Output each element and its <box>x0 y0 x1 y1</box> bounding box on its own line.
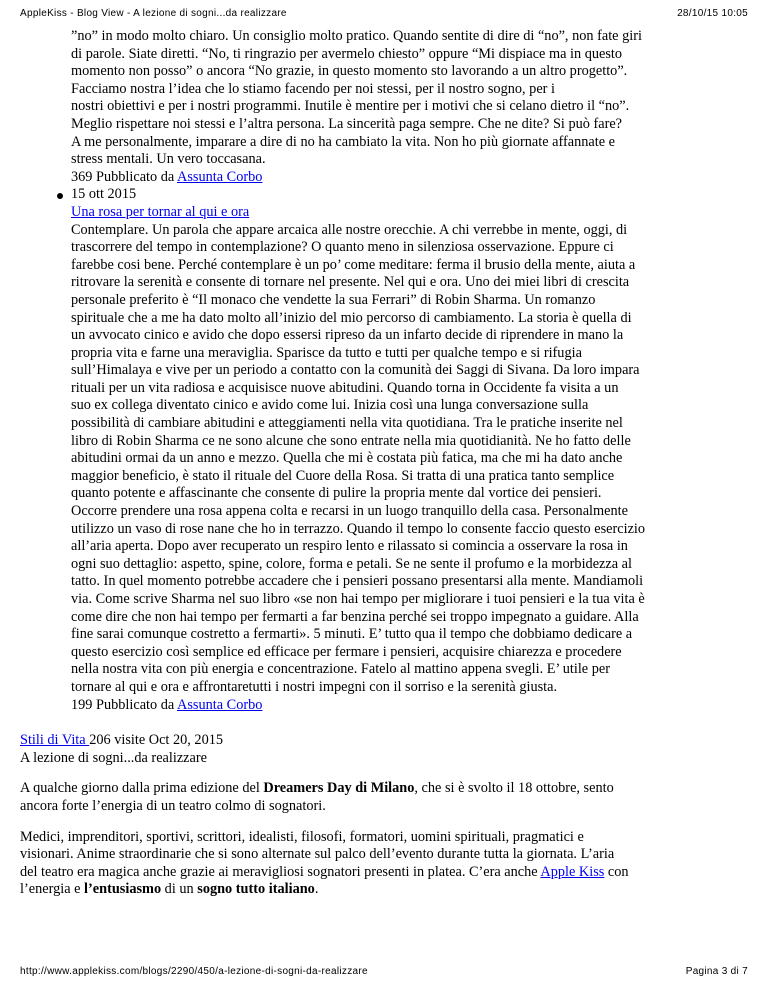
text-span: con <box>604 863 629 880</box>
text-span: di un <box>161 881 198 898</box>
author-link[interactable]: Assunta Corbo <box>177 696 263 713</box>
article-header <box>20 732 755 767</box>
post-meta-text: 199 Pubblicato da <box>71 696 178 713</box>
category-link[interactable]: Stili di Vita <box>20 732 90 749</box>
text-line: utilizzo un vaso di rose nane che ho in terrazzo. Quando il tempo lo consente faccio questo esercizio <box>71 520 646 537</box>
text-line: A me personalmente, imparare a dire di no ha cambiato la vita. Non ho più giornate affannate e <box>71 133 616 150</box>
text-line: suo ex collega diventato cinico e avido come lui. Inizia così una lunga conversazione sulla <box>71 397 589 414</box>
text-line: abitudini ormai da un anno e mezzo. Quella che mi è costata più fatica, ma che mi ha dato anche <box>71 450 623 467</box>
text-line: personale preferito è “Il monaco che vendette la sua Ferrari” di Robin Sharma. Un romanzo <box>71 291 596 308</box>
author-link[interactable]: Assunta Corbo <box>177 168 263 185</box>
article-paragraph <box>20 829 755 899</box>
text-line: di parole. Siate diretti. “No, ti ringrazio per avermelo chiesto” oppure “Mi dispiace ma in questo <box>71 45 623 62</box>
text-line: tornare al qui e ora e affrontaretutti i nostri impegni con il sorriso e la serenità giusta. <box>71 678 558 695</box>
article-paragraph <box>20 780 755 815</box>
post-title-link[interactable]: Una rosa per tornar al qui e ora <box>71 203 250 220</box>
text-line: maggior beneficio, è stato il rituale del Cuore della Rosa. Si tratta di una pratica tanto semplice <box>71 467 615 484</box>
text-span: . <box>314 881 319 898</box>
bullet-icon <box>57 193 63 199</box>
post-body <box>71 28 755 169</box>
text-line: rituali per un vita radiosa e acquisisce nuove abitudini. Quando torna in Occidente fa visita a un <box>71 379 619 396</box>
article-stats: 206 visite Oct 20, 2015 <box>89 732 224 749</box>
blog-post <box>71 186 755 714</box>
post-meta-text: 369 Pubblicato da <box>71 168 178 185</box>
text-line: stress mentali. Un vero toccasana. <box>71 151 266 168</box>
text-line: un avvocato cinico e avido che dopo essersi ripreso da un infarto decide di riprendere in mano la <box>71 327 624 344</box>
text-line: via. Come scrive Sharma nel suo libro «se non hai tempo per migliorare i tuoi pensieri e la tua vita è <box>71 591 645 607</box>
text-line: questo esercizio così semplice ed efficace per fermare i pensieri, acquisire chiarezza e procedere <box>71 643 622 660</box>
print-header-datetime: 28/10/15 10:05 <box>677 8 748 19</box>
post-date: 15 ott 2015 <box>71 186 137 203</box>
text-line: come dire che non hai tempo per fermarti a far benzina perché sei troppo impegnato a guidare. Alla <box>71 608 639 625</box>
text-line: quanto potente e affascinante che consente di pulire la propria mente dal vortice dei pensieri. <box>71 485 602 502</box>
text-line: nostri obiettivi e per i nostri programmi. Inutile è mentire per i motivi che si celano dietro il “no”. <box>71 98 630 115</box>
text-line: momento non posso” o ancora “No grazie, in questo momento sto lavorando a un altro progetto”. <box>71 63 628 80</box>
text-span: Medici, imprenditori, sportivi, scrittori, idealisti, filosofi, formatori, uomini spirituali, pragmatici e <box>20 828 584 845</box>
text-line: sull’Himalaya e vive per un periodo a contatto con la comunità dei Saggi di Sivana. Da loro impara <box>71 362 640 379</box>
text-line: propria vita e farne una meraviglia. Sparisce da tutto e tutti per qualche tempo e si rifugia <box>71 344 582 361</box>
text-line: nella nostra vita con più energia e concentrazione. Fatelo al mattino appena svegli. E’ utile per <box>71 661 610 678</box>
text-line: tatto. In quel momento potrebbe accadere che i pensieri possano presentarsi alla mente. Mandiamoli <box>71 573 644 590</box>
text-line: Contemplare. Un parola che appare arcaica alle nostre orecchie. A chi verrebbe in mente, oggi, di <box>71 221 628 238</box>
text-line: Meglio rispettare noi stessi e l’altra persona. La sincerità paga sempre. Che ne dite? Si può fare? <box>71 115 623 132</box>
text-line: Facciamo nostra l’idea che lo stiamo facendo per noi stessi, per il nostro sogno, per i <box>71 80 555 97</box>
post-meta <box>71 697 755 715</box>
text-span: del teatro era magica anche grazie ai meravigliosi sognatori presenti in platea. C’era anche <box>20 863 541 880</box>
text-line: fine sarai comunque costretto a fermarti». 5 minuti. E’ tutto qua il tempo che dobbiamo dedicare a <box>71 626 633 643</box>
page-content <box>20 28 755 899</box>
text-line: trascorrere del tempo in contemplazione? O quanto meno in silenziosa osservazione. Eppure ci <box>71 239 614 256</box>
blog-post-continued <box>71 28 755 186</box>
print-footer <box>20 966 748 982</box>
print-header-title: AppleKiss - Blog View - A lezione di sogni...da realizzare <box>20 8 287 19</box>
post-meta <box>71 169 755 187</box>
text-span: visionari. Anime straordinarie che si sono alternate sul palco dell’evento durante tutta la giornata. L’aria <box>20 846 615 863</box>
text-line: all’aria aperta. Dopo aver recuperato un respiro lento e rilassato si comincia a osservare la rosa in <box>71 538 628 555</box>
text-span: A qualche giorno dalla prima edizione del <box>20 780 264 797</box>
text-line: possibilità di cambiare abitudini e atteggiamenti nella vita quotidiana. Tra le pratiche inserite nel <box>71 415 623 432</box>
text-span: l’energia e <box>20 881 85 898</box>
text-line: farebbe cosi bene. Perché contemplare è un po’ come meditare: ferma il brusio della mente, aiuta a <box>71 256 636 273</box>
apple-kiss-link[interactable]: Apple Kiss <box>540 863 605 880</box>
print-footer-page: Pagina 3 di 7 <box>685 966 748 977</box>
text-span: ancora forte l’energia di un teatro colmo di sognatori. <box>20 797 326 814</box>
text-line: libro di Robin Sharma ce ne sono alcune che sono entrate nella mia quotidianità. Ne ho fatto delle <box>71 432 631 449</box>
bold-text: sogno tutto italiano <box>197 881 315 898</box>
event-name: Dreamers Day di Milano <box>263 780 415 797</box>
text-line: Occorre prendere una rosa appena colta e recarsi in un luogo tranquillo della casa. Personalmente <box>71 503 628 520</box>
text-line: ”no” in modo molto chiaro. Un consiglio molto pratico. Quando sentite di dire di “no”, non fate giri <box>71 28 642 44</box>
bold-text: l’entusiasmo <box>84 881 162 898</box>
print-header <box>20 8 748 24</box>
blog-post-list <box>20 28 755 714</box>
post-body <box>71 222 755 697</box>
text-span: , che si è svolto il 18 ottobre, sento <box>414 780 614 797</box>
print-footer-url: http://www.applekiss.com/blogs/2290/450/a-lezione-di-sogni-da-realizzare <box>20 966 368 977</box>
text-line: spirituale che a me ha dato molto all’inizio del mio percorso di cambiamento. La storia è quella di <box>71 309 632 326</box>
text-line: ogni suo dettaglio: aspetto, spine, colore, forma e petali. Se ne sente il profumo e la morbidezza al <box>71 555 632 572</box>
article-title: A lezione di sogni...da realizzare <box>20 749 207 766</box>
text-line: ritrovare la serenità e consente di tornare nel presente. Nel qui e ora. Uno dei miei libri di crescita <box>71 274 630 291</box>
